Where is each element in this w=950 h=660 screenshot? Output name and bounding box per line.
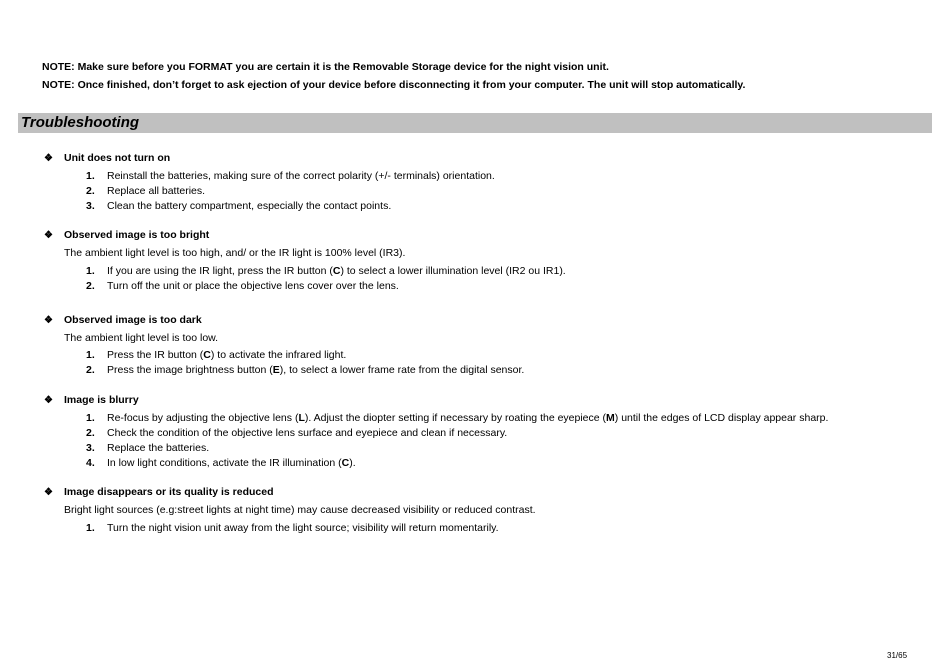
step-item: 1. Reinstall the batteries, making sure of the correct polarity (+/- terminals) orientation. [86,170,495,182]
step-item: 2. Check the condition of the objective lens surface and eyepiece and clean if necessary. [86,427,508,439]
issue-title: Observed image is too bright [64,229,210,241]
step-item: 1. Re-focus by adjusting the objective lens (L). Adjust the diopter setting if necessary by roating the eyepiece (M) until the edges of LCD display appear sharp. [86,412,829,424]
issue-description: Bright light sources (e.g:street lights at night time) may cause decreased visibility or reduced contrast. [64,504,536,516]
bullet-icon: ❖ [44,315,53,326]
issue-title: Image disappears or its quality is reduced [64,486,274,498]
step-item: 3. Replace the batteries. [86,442,210,454]
step-item: 2. Turn off the unit or place the objective lens cover over the lens. [86,280,399,292]
step-item: 2. Replace all batteries. [86,185,206,197]
note-ejection: NOTE: Once finished, don’t forget to ask ejection of your device before disconnecting it from your computer. The unit will stop automatically. [42,79,746,91]
step-item: 1. Press the IR button (C) to activate the infrared light. [86,349,347,361]
bullet-icon: ❖ [44,153,53,164]
section-title: Troubleshooting [21,114,140,131]
step-item: 1. If you are using the IR light, press the IR button (C) to select a lower illumination level (IR2 ou IR1). [86,265,566,277]
issue-heading [44,152,170,164]
issue-description: The ambient light level is too high, and/ or the IR light is 100% level (IR3). [64,247,406,259]
step-item: 3. Clean the battery compartment, especially the contact points. [86,200,392,212]
section-header-band [18,113,932,133]
note-format: NOTE: Make sure before you FORMAT you are certain it is the Removable Storage device for the night vision unit. [42,61,609,73]
bullet-icon: ❖ [44,395,53,406]
page-number: 31/65 [887,651,908,660]
bullet-icon: ❖ [44,487,53,498]
issue-title: Unit does not turn on [64,152,171,164]
issue-heading [44,229,209,241]
step-item: 2. Press the image brightness button (E), to select a lower frame rate from the digital sensor. [86,364,525,376]
issue-description: The ambient light level is too low. [64,332,219,344]
step-item: 1. Turn the night vision unit away from the light source; visibility will return momentarily. [86,522,499,534]
issue-title: Observed image is too dark [64,314,202,326]
step-item: 4. In low light conditions, activate the IR illumination (C). [86,457,356,469]
bullet-icon: ❖ [44,230,53,241]
issue-heading [44,486,274,498]
issue-heading [44,394,139,406]
issue-heading [44,314,202,326]
issue-title: Image is blurry [64,394,139,406]
